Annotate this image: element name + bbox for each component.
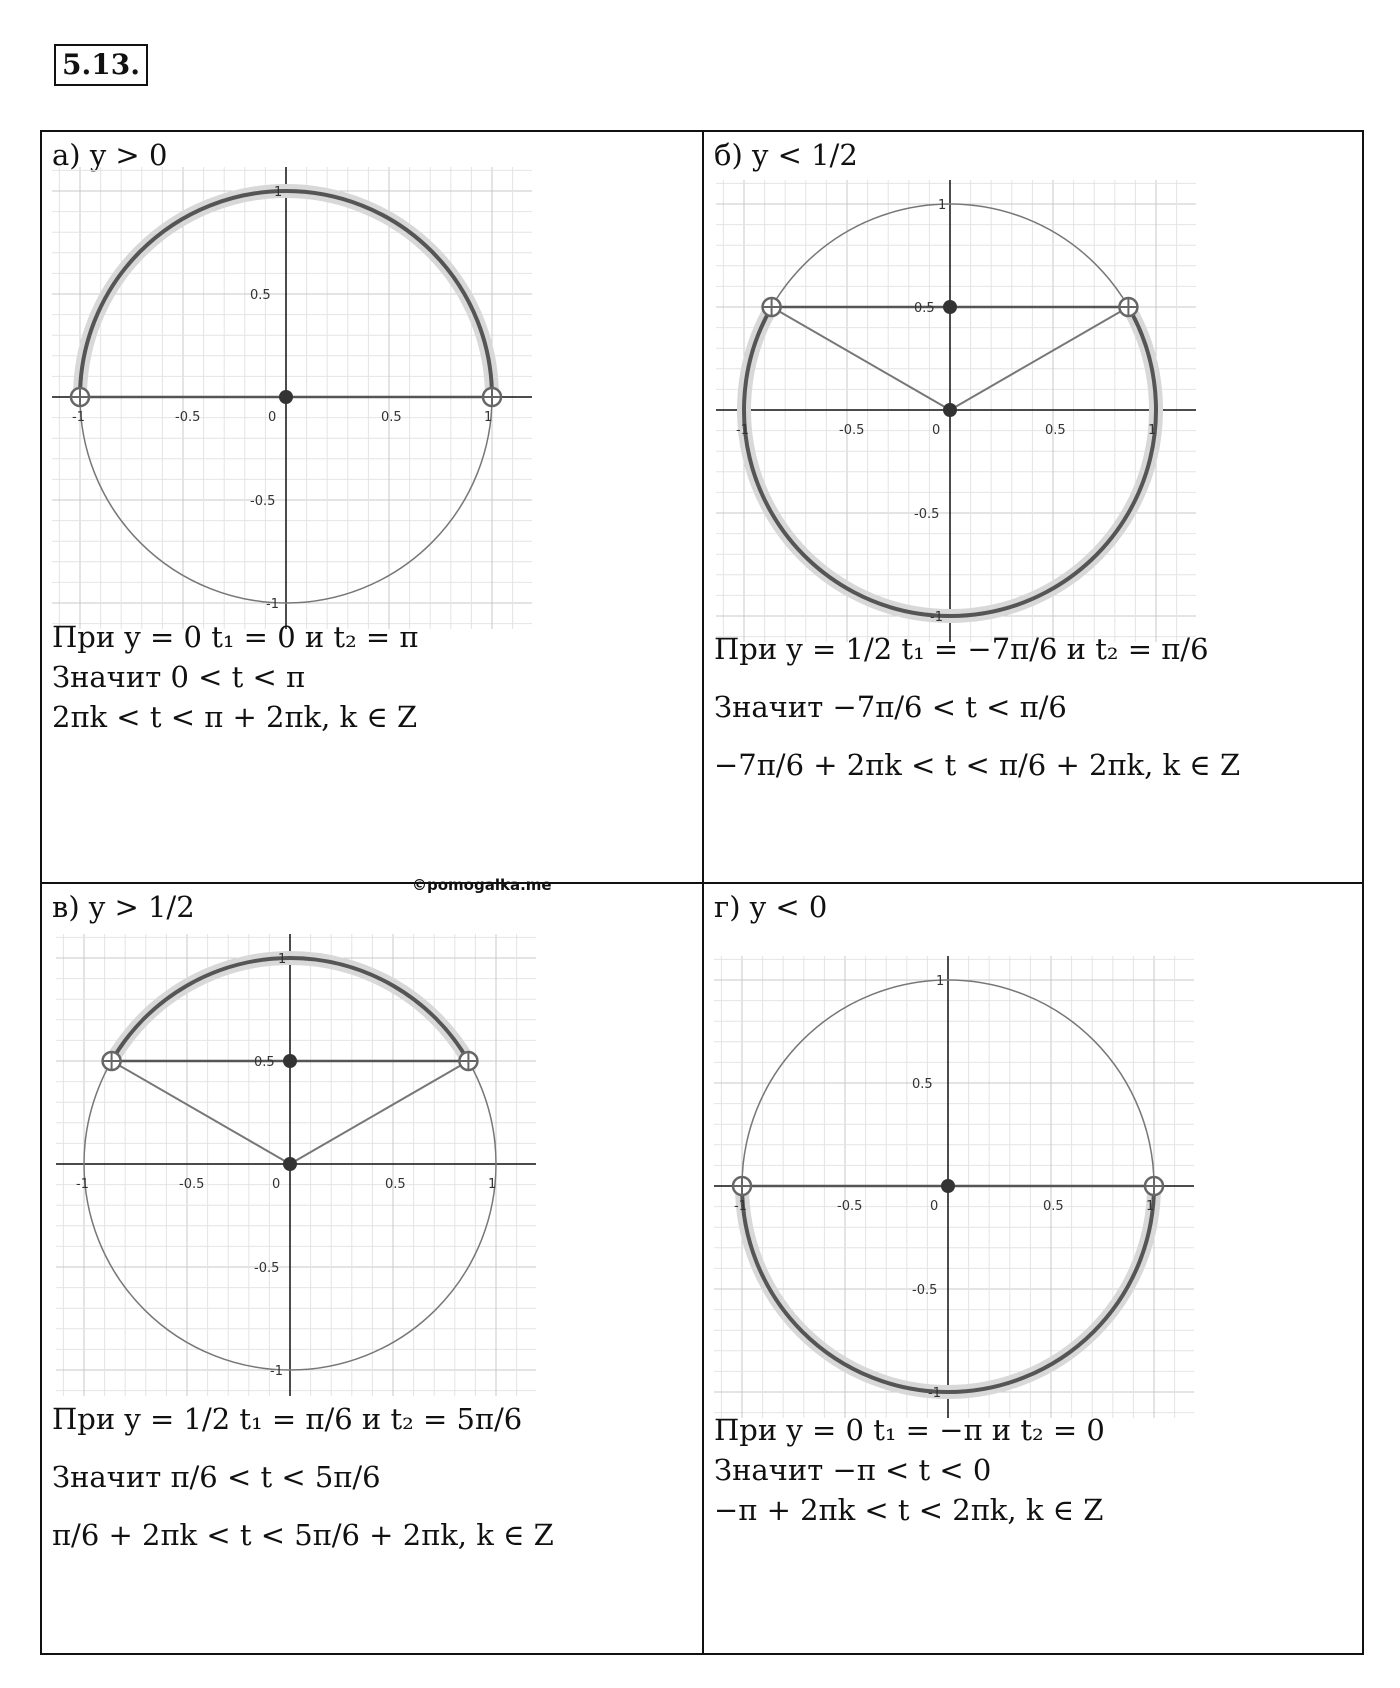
panel-g-line-1: При y = 0 t₁ = −π и t₂ = 0 bbox=[714, 1413, 1105, 1447]
y-value-point bbox=[943, 300, 957, 314]
x-tick-label: -0.5 bbox=[175, 410, 201, 425]
x-tick-label: 0.5 bbox=[1045, 423, 1066, 438]
x-tick-label: 0.5 bbox=[381, 410, 402, 425]
panel-v-line-3: π/6 + 2πk < t < 5π/6 + 2πk, k ∈ Z bbox=[52, 1518, 554, 1552]
panel-g-line-3: −π + 2πk < t < 2πk, k ∈ Z bbox=[714, 1493, 1104, 1527]
x-tick-label: -1 bbox=[734, 1199, 747, 1214]
panel-v-condition: в) y > 1/2 bbox=[52, 890, 195, 924]
panel-g bbox=[704, 884, 1364, 1634]
panel-a-unit-circle bbox=[52, 167, 532, 629]
watermark: ©pomogalka.me bbox=[412, 876, 552, 894]
panel-a-line-2: Значит 0 < t < π bbox=[52, 660, 306, 694]
panel-g-text bbox=[714, 1410, 1105, 1530]
x-tick-label: -1 bbox=[76, 1177, 89, 1192]
y-tick-label: -0.5 bbox=[912, 1283, 938, 1298]
y-tick-label: 0.5 bbox=[912, 1077, 933, 1092]
radius-right bbox=[950, 307, 1128, 410]
x-tick-label: 0 bbox=[930, 1199, 939, 1214]
x-tick-label: -0.5 bbox=[839, 423, 865, 438]
y-tick-label: 0.5 bbox=[254, 1055, 275, 1070]
panel-v bbox=[42, 884, 702, 1634]
panel-b-condition: б) y < 1/2 bbox=[714, 138, 858, 172]
x-tick-label: -1 bbox=[736, 423, 749, 438]
panel-a-condition: а) y > 0 bbox=[52, 138, 168, 172]
panel-v-unit-circle bbox=[56, 934, 536, 1396]
panel-a-line-1: При y = 0 t₁ = 0 и t₂ = π bbox=[52, 620, 419, 654]
panel-a bbox=[42, 132, 702, 882]
solution-table bbox=[40, 130, 1364, 1655]
x-tick-label: -0.5 bbox=[837, 1199, 863, 1214]
panel-b-unit-circle bbox=[716, 180, 1196, 642]
y-tick-label: 0.5 bbox=[250, 288, 271, 303]
x-tick-label: 1 bbox=[484, 410, 493, 425]
origin-point bbox=[283, 1157, 297, 1171]
x-tick-label: 0 bbox=[272, 1177, 281, 1192]
x-tick-label: 0.5 bbox=[1043, 1199, 1064, 1214]
panel-a-text bbox=[52, 617, 419, 737]
y-tick-label: 0.5 bbox=[914, 301, 935, 316]
y-tick-label: -0.5 bbox=[914, 507, 940, 522]
panel-g-line-2: Значит −π < t < 0 bbox=[714, 1453, 992, 1487]
y-tick-label: -0.5 bbox=[250, 494, 276, 509]
x-tick-label: 1 bbox=[1146, 1199, 1155, 1214]
y-tick-label: -1 bbox=[930, 610, 943, 625]
y-tick-label: -1 bbox=[266, 597, 279, 612]
panel-b-line-1: При y = 1/2 t₁ = −7π/6 и t₂ = π/6 bbox=[714, 632, 1209, 666]
y-tick-label: -0.5 bbox=[254, 1261, 280, 1276]
radius-left bbox=[112, 1061, 290, 1164]
origin-point bbox=[279, 390, 293, 404]
x-tick-label: 0 bbox=[932, 423, 941, 438]
panel-b-text bbox=[714, 620, 1240, 794]
y-tick-label: 1 bbox=[936, 974, 945, 989]
y-tick-label: 1 bbox=[274, 185, 283, 200]
radius-right bbox=[290, 1061, 468, 1164]
origin-point bbox=[943, 403, 957, 417]
x-tick-label: -0.5 bbox=[179, 1177, 205, 1192]
x-tick-label: 0 bbox=[268, 410, 277, 425]
y-tick-label: -1 bbox=[928, 1386, 941, 1401]
x-tick-label: 1 bbox=[488, 1177, 497, 1192]
y-tick-label: 1 bbox=[938, 198, 947, 213]
y-tick-label: 1 bbox=[278, 952, 287, 967]
panel-v-text bbox=[52, 1390, 554, 1564]
x-tick-label: 0.5 bbox=[385, 1177, 406, 1192]
panel-v-line-2: Значит π/6 < t < 5π/6 bbox=[52, 1460, 381, 1494]
panel-v-line-1: При y = 1/2 t₁ = π/6 и t₂ = 5π/6 bbox=[52, 1402, 523, 1436]
x-tick-label: 1 bbox=[1148, 423, 1157, 438]
y-value-point bbox=[283, 1054, 297, 1068]
y-tick-label: -1 bbox=[270, 1364, 283, 1379]
origin-point bbox=[941, 1179, 955, 1193]
panel-b-line-2: Значит −7π/6 < t < π/6 bbox=[714, 690, 1067, 724]
panel-b-line-3: −7π/6 + 2πk < t < π/6 + 2πk, k ∈ Z bbox=[714, 748, 1241, 782]
panel-b bbox=[704, 132, 1364, 882]
panel-g-unit-circle bbox=[714, 956, 1194, 1418]
radius-left bbox=[772, 307, 950, 410]
panel-a-line-3: 2πk < t < π + 2πk, k ∈ Z bbox=[52, 700, 418, 734]
panel-g-condition: г) y < 0 bbox=[714, 890, 828, 924]
task-number: 5.13. bbox=[54, 44, 148, 86]
x-tick-label: -1 bbox=[72, 410, 85, 425]
